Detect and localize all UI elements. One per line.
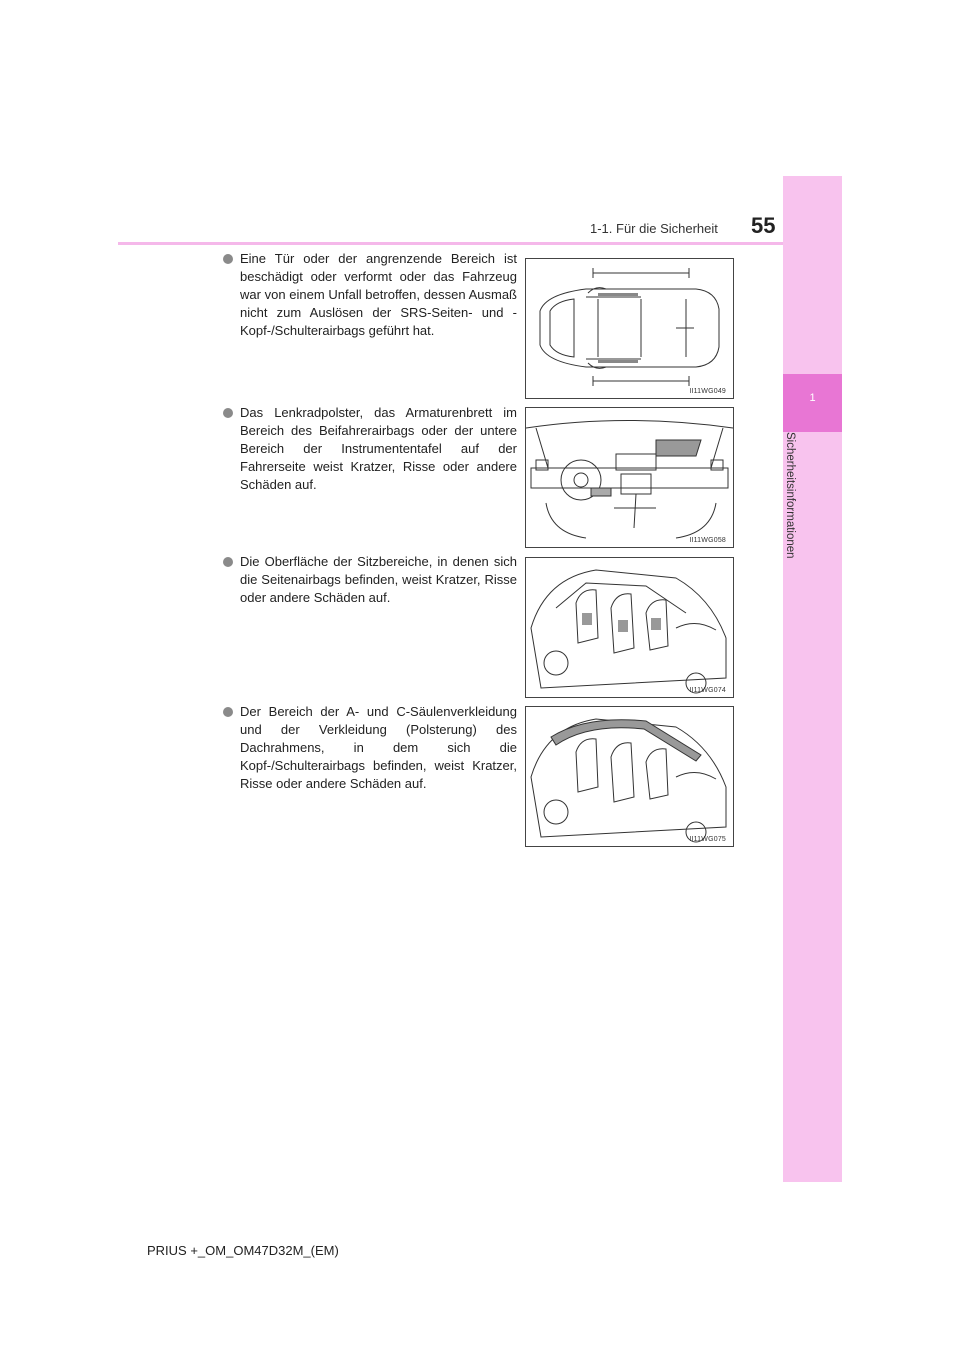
- bullet-icon: [223, 557, 233, 567]
- bullet-icon: [223, 408, 233, 418]
- item-text: Der Bereich der A- und C-Säulenverkleidung und der Verkleidung (Polsterung) des Dachrahmens, in dem sich die Kopf-/Schulterairbags befinden, weist Kratzer, Risse oder andere Schäden auf.: [240, 704, 517, 791]
- section-title: 1-1. Für die Sicherheit: [590, 221, 718, 236]
- item-text: Die Oberfläche der Sitzbereiche, in denen sich die Seitenairbags befinden, weist Kratzer, Risse oder andere Schäden auf.: [240, 554, 517, 605]
- figure-code: II11WG058: [689, 537, 726, 544]
- figure-side-airbags: [525, 557, 734, 698]
- list-item: [223, 553, 517, 607]
- chapter-label: Sicherheitsinformationen: [784, 432, 796, 559]
- bullet-icon: [223, 254, 233, 264]
- bullet-icon: [223, 707, 233, 717]
- figure-car-top-view: [525, 258, 734, 399]
- item-text: Eine Tür oder der angrenzende Bereich ist beschädigt oder verformt oder das Fahrzeug war von einem Unfall betroffen, dessen Ausmaß nicht zum Auslösen der SRS-Seiten- und -Kopf-/Schulterairbags geführt hat.: [240, 251, 517, 338]
- list-item: [223, 250, 517, 340]
- list-item: [223, 703, 517, 793]
- figure-roof-airbags: [525, 706, 734, 847]
- chapter-sidebar: [783, 176, 842, 1182]
- header-rule: [118, 242, 842, 245]
- car-seats-side-airbags-icon: [526, 558, 733, 697]
- footer-doc-code: PRIUS +_OM_OM47D32M_(EM): [147, 1243, 339, 1258]
- chapter-number: 1: [809, 392, 816, 404]
- figure-code: II11WG049: [689, 388, 726, 395]
- page-number: 55: [751, 213, 776, 238]
- figure-code: II11WG075: [689, 836, 726, 843]
- list-item: [223, 404, 517, 494]
- dashboard-interior-icon: [526, 408, 733, 547]
- car-top-view-icon: [526, 259, 733, 398]
- item-text: Das Lenkradpolster, das Armaturenbrett im Bereich des Beifahrerairbags oder der untere Bereich der Instrumententafel auf der Fahrerseite weist Kratzer, Risse oder andere Schäden auf.: [240, 405, 517, 492]
- figure-dashboard: [525, 407, 734, 548]
- car-pillar-roof-airbags-icon: [526, 707, 733, 846]
- figure-code: II11WG074: [689, 687, 726, 694]
